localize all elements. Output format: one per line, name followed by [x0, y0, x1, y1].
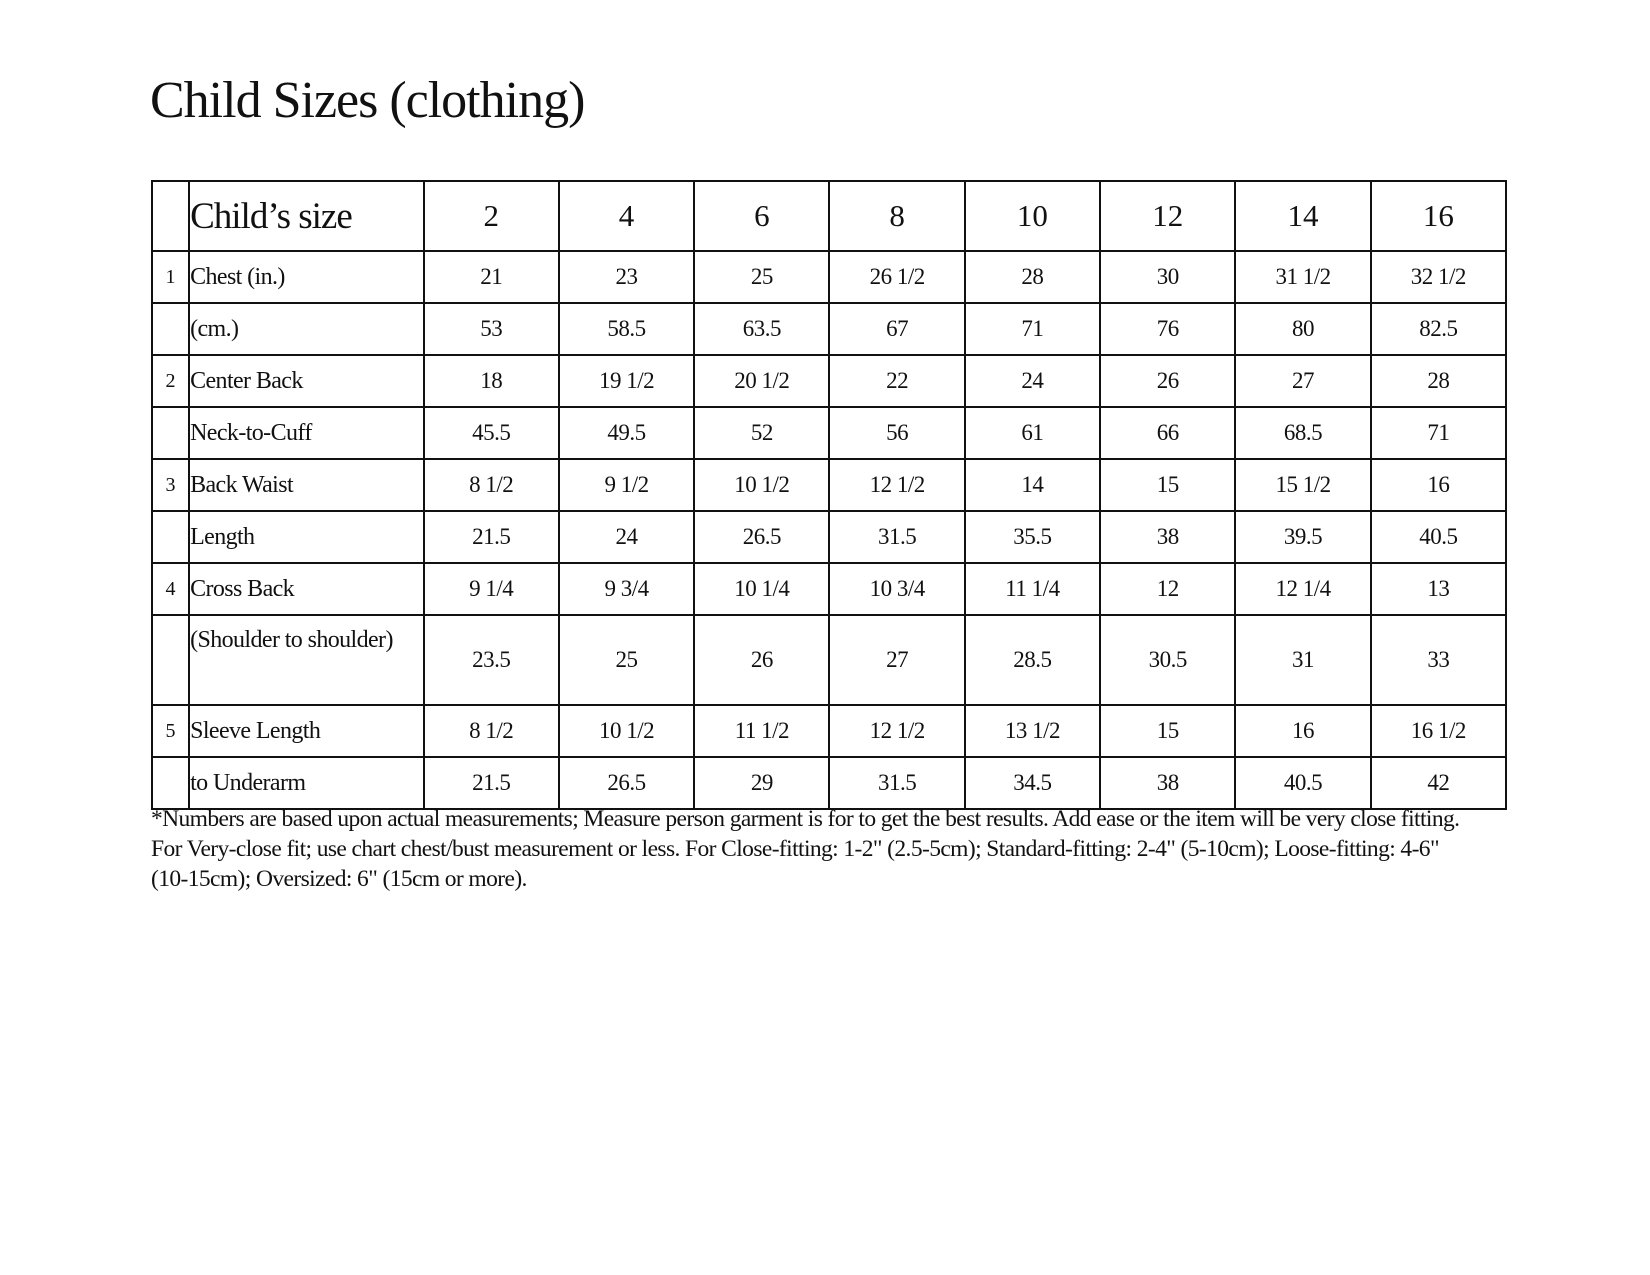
- header-row: [152, 181, 1506, 251]
- row-number: [152, 303, 189, 355]
- measurement-cell: 22: [829, 355, 964, 407]
- row-label: Neck-to-Cuff: [189, 407, 424, 459]
- row-number: [152, 407, 189, 459]
- measurement-cell: 24: [559, 511, 694, 563]
- measurement-cell: 21.5: [424, 757, 559, 809]
- measurement-cell: 21: [424, 251, 559, 303]
- measurement-cell: 34.5: [965, 757, 1100, 809]
- measurement-cell: 82.5: [1371, 303, 1506, 355]
- table-row: [152, 251, 1506, 303]
- measurement-cell: 9 1/2: [559, 459, 694, 511]
- footnote: *Numbers are based upon actual measurements; Measure person garment is for to get the best results. Add ease or the item will be very close fitting. For Very-close fit; use chart chest/bust measurement or less. For Close-fitting: 1-2" (2.5-5cm); Standard-fitting: 2-4" (5-10cm); Loose-fitting: 4-6" (10-15cm); Oversized: 6" (15cm or more).: [151, 806, 1460, 892]
- measurement-cell: 35.5: [965, 511, 1100, 563]
- row-label: (Shoulder to shoulder): [189, 615, 424, 705]
- row-label: (cm.): [189, 303, 424, 355]
- measurement-cell: 14: [965, 459, 1100, 511]
- measurement-cell: 49.5: [559, 407, 694, 459]
- table-row: [152, 355, 1506, 407]
- measurement-cell: 15: [1100, 459, 1235, 511]
- measurement-cell: 18: [424, 355, 559, 407]
- measurement-cell: 26: [694, 615, 829, 705]
- measurement-cell: 39.5: [1235, 511, 1370, 563]
- measurement-cell: 76: [1100, 303, 1235, 355]
- measurement-cell: 13 1/2: [965, 705, 1100, 757]
- measurement-cell: 66: [1100, 407, 1235, 459]
- measurement-cell: 26: [1100, 355, 1235, 407]
- measurement-cell: 38: [1100, 757, 1235, 809]
- row-number: [152, 615, 189, 705]
- measurement-cell: 30.5: [1100, 615, 1235, 705]
- table-row: [152, 407, 1506, 459]
- measurement-cell: 10 1/4: [694, 563, 829, 615]
- measurement-cell: 40.5: [1235, 757, 1370, 809]
- measurement-cell: 19 1/2: [559, 355, 694, 407]
- measurement-cell: 71: [965, 303, 1100, 355]
- measurement-cell: 31: [1235, 615, 1370, 705]
- table-row: [152, 615, 1506, 705]
- measurement-cell: 45.5: [424, 407, 559, 459]
- measurement-cell: 26 1/2: [829, 251, 964, 303]
- measurement-cell: 26.5: [559, 757, 694, 809]
- measurement-cell: 32 1/2: [1371, 251, 1506, 303]
- measurement-cell: 10 1/2: [559, 705, 694, 757]
- measurement-cell: 68.5: [1235, 407, 1370, 459]
- table-row: [152, 303, 1506, 355]
- size-header-cell: 2: [424, 181, 559, 251]
- size-chart-table: [151, 180, 1507, 810]
- measurement-cell: 33: [1371, 615, 1506, 705]
- measurement-cell: 12 1/4: [1235, 563, 1370, 615]
- measurement-cell: 24: [965, 355, 1100, 407]
- measurement-cell: 20 1/2: [694, 355, 829, 407]
- row-label: Sleeve Length: [189, 705, 424, 757]
- row-label: Chest (in.): [189, 251, 424, 303]
- measurement-cell: 25: [694, 251, 829, 303]
- measurement-cell: 63.5: [694, 303, 829, 355]
- measurement-cell: 9 3/4: [559, 563, 694, 615]
- measurement-cell: 40.5: [1371, 511, 1506, 563]
- measurement-cell: 80: [1235, 303, 1370, 355]
- measurement-cell: 13: [1371, 563, 1506, 615]
- measurement-cell: 12 1/2: [829, 705, 964, 757]
- measurement-cell: 25: [559, 615, 694, 705]
- table-row: [152, 705, 1506, 757]
- row-number: [152, 511, 189, 563]
- measurement-cell: 12 1/2: [829, 459, 964, 511]
- row-number: 5: [152, 705, 189, 757]
- measurement-cell: 11 1/2: [694, 705, 829, 757]
- size-header-cell: 10: [965, 181, 1100, 251]
- measurement-cell: 23.5: [424, 615, 559, 705]
- measurement-cell: 38: [1100, 511, 1235, 563]
- measurement-cell: 56: [829, 407, 964, 459]
- measurement-cell: 30: [1100, 251, 1235, 303]
- measurement-cell: 31 1/2: [1235, 251, 1370, 303]
- measurement-cell: 29: [694, 757, 829, 809]
- measurement-cell: 26.5: [694, 511, 829, 563]
- measurement-cell: 31.5: [829, 757, 964, 809]
- measurement-cell: 28: [1371, 355, 1506, 407]
- measurement-cell: 53: [424, 303, 559, 355]
- table-row: [152, 563, 1506, 615]
- header-label: Child’s size: [189, 181, 424, 251]
- row-label: Length: [189, 511, 424, 563]
- row-number: 1: [152, 251, 189, 303]
- measurement-cell: 12: [1100, 563, 1235, 615]
- measurement-cell: 27: [829, 615, 964, 705]
- size-header-cell: 12: [1100, 181, 1235, 251]
- row-label: Back Waist: [189, 459, 424, 511]
- header-corner-cell: [152, 181, 189, 251]
- measurement-cell: 16: [1371, 459, 1506, 511]
- size-header-cell: 4: [559, 181, 694, 251]
- page-title: Child Sizes (clothing): [150, 72, 585, 129]
- measurement-cell: 67: [829, 303, 964, 355]
- measurement-cell: 9 1/4: [424, 563, 559, 615]
- row-label: to Underarm: [189, 757, 424, 809]
- measurement-cell: 58.5: [559, 303, 694, 355]
- measurement-cell: 10 1/2: [694, 459, 829, 511]
- measurement-cell: 21.5: [424, 511, 559, 563]
- measurement-cell: 15 1/2: [1235, 459, 1370, 511]
- measurement-cell: 52: [694, 407, 829, 459]
- row-number: 2: [152, 355, 189, 407]
- table-row: [152, 511, 1506, 563]
- measurement-cell: 15: [1100, 705, 1235, 757]
- measurement-cell: 8 1/2: [424, 459, 559, 511]
- measurement-cell: 31.5: [829, 511, 964, 563]
- measurement-cell: 28.5: [965, 615, 1100, 705]
- measurement-cell: 61: [965, 407, 1100, 459]
- row-number: 3: [152, 459, 189, 511]
- measurement-cell: 71: [1371, 407, 1506, 459]
- measurement-cell: 16 1/2: [1371, 705, 1506, 757]
- row-label: Center Back: [189, 355, 424, 407]
- measurement-cell: 27: [1235, 355, 1370, 407]
- row-number: 4: [152, 563, 189, 615]
- table-row: [152, 757, 1506, 809]
- size-header-cell: 8: [829, 181, 964, 251]
- measurement-cell: 11 1/4: [965, 563, 1100, 615]
- size-header-cell: 16: [1371, 181, 1506, 251]
- measurement-cell: 23: [559, 251, 694, 303]
- size-header-cell: 14: [1235, 181, 1370, 251]
- measurement-cell: 10 3/4: [829, 563, 964, 615]
- size-header-cell: 6: [694, 181, 829, 251]
- measurement-cell: 42: [1371, 757, 1506, 809]
- row-number: [152, 757, 189, 809]
- row-label: Cross Back: [189, 563, 424, 615]
- measurement-cell: 28: [965, 251, 1100, 303]
- table-row: [152, 459, 1506, 511]
- measurement-cell: 8 1/2: [424, 705, 559, 757]
- measurement-cell: 16: [1235, 705, 1370, 757]
